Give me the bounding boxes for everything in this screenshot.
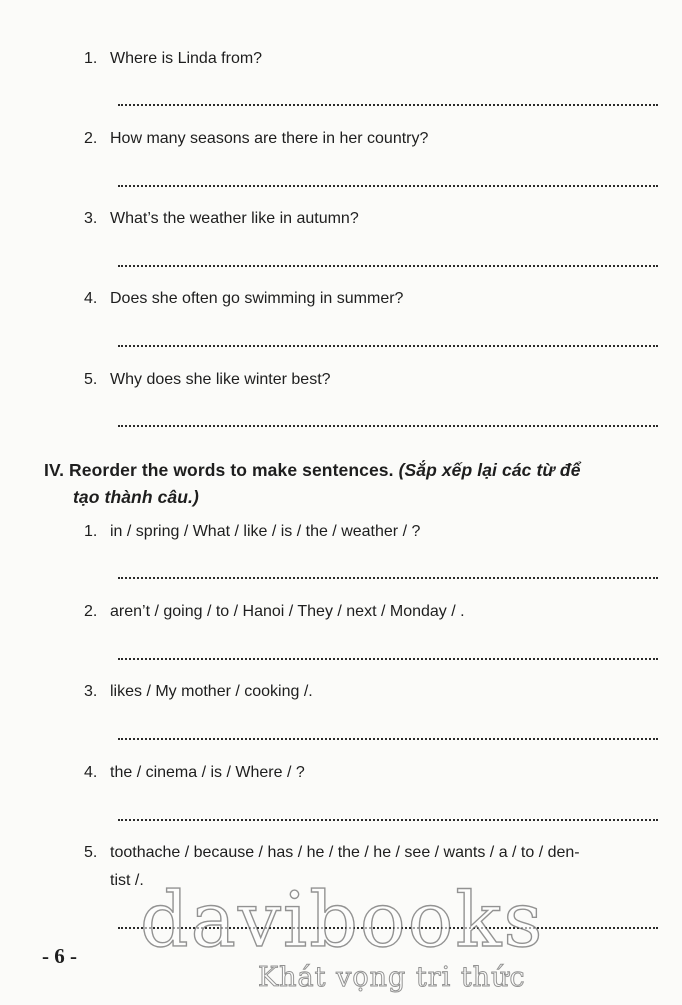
heading-vietnamese: (Sắp xếp lại các từ để: [398, 460, 581, 480]
question-2: 2. How many seasons are there in her country?: [84, 130, 429, 147]
reorder-item-1: 1. in / spring / What / like / is / the / weather / ?: [84, 523, 421, 540]
reorder-item-3-text: likes / My mother / cooking /.: [110, 683, 313, 700]
reorder-line-1[interactable]: [118, 577, 658, 579]
reorder-item-5-text-cont: tist /.: [110, 872, 144, 889]
section-heading-cont: [73, 487, 199, 508]
reorder-item-5-text: toothache / because / has / he / the / he / see / wants / a / to / den-: [110, 844, 580, 861]
watermark-slogan: Khát vọng tri thức: [258, 962, 526, 993]
heading-english: IV. Reorder the words to make sentences.: [44, 460, 394, 480]
reorder-item-4: 4. the / cinema / is / Where / ?: [84, 764, 305, 781]
question-5: 5. Why does she like winter best?: [84, 371, 331, 388]
question-4-text: Does she often go swimming in summer?: [110, 290, 404, 307]
watermark-logo: davibooks: [140, 875, 545, 964]
reorder-line-3[interactable]: [118, 738, 658, 740]
answer-line-2[interactable]: [118, 185, 658, 187]
heading-vietnamese-cont: tạo thành câu.): [73, 487, 199, 507]
page-number: - 6 -: [42, 944, 77, 968]
question-4: 4. Does she often go swimming in summer?: [84, 290, 404, 307]
question-1-text: Where is Linda from?: [110, 50, 263, 67]
reorder-item-1-text: in / spring / What / like / is / the / weather / ?: [110, 523, 421, 540]
answer-line-1[interactable]: [118, 104, 658, 106]
reorder-line-4[interactable]: [118, 819, 658, 821]
question-2-text: How many seasons are there in her country?: [110, 130, 429, 147]
reorder-item-4-text: the / cinema / is / Where / ?: [110, 764, 305, 781]
answer-line-4[interactable]: [118, 345, 658, 347]
answer-line-5[interactable]: [118, 425, 658, 427]
answer-line-3[interactable]: [118, 265, 658, 267]
reorder-item-3: 3. likes / My mother / cooking /.: [84, 683, 313, 700]
section-heading: [44, 460, 581, 481]
reorder-line-2[interactable]: [118, 658, 658, 660]
reorder-item-2-text: aren’t / going / to / Hanoi / They / next / Monday / .: [110, 603, 465, 620]
question-3-text: What’s the weather like in autumn?: [110, 210, 359, 227]
question-3: 3. What’s the weather like in autumn?: [84, 210, 359, 227]
reorder-item-5: 5. toothache / because / has / he / the / he / see / wants / a / to / den-: [84, 844, 580, 861]
reorder-item-5-cont: [110, 872, 144, 890]
question-5-text: Why does she like winter best?: [110, 371, 331, 388]
reorder-item-2: 2. aren’t / going / to / Hanoi / They / next / Monday / .: [84, 603, 465, 620]
question-1: 1. Where is Linda from?: [84, 50, 263, 67]
